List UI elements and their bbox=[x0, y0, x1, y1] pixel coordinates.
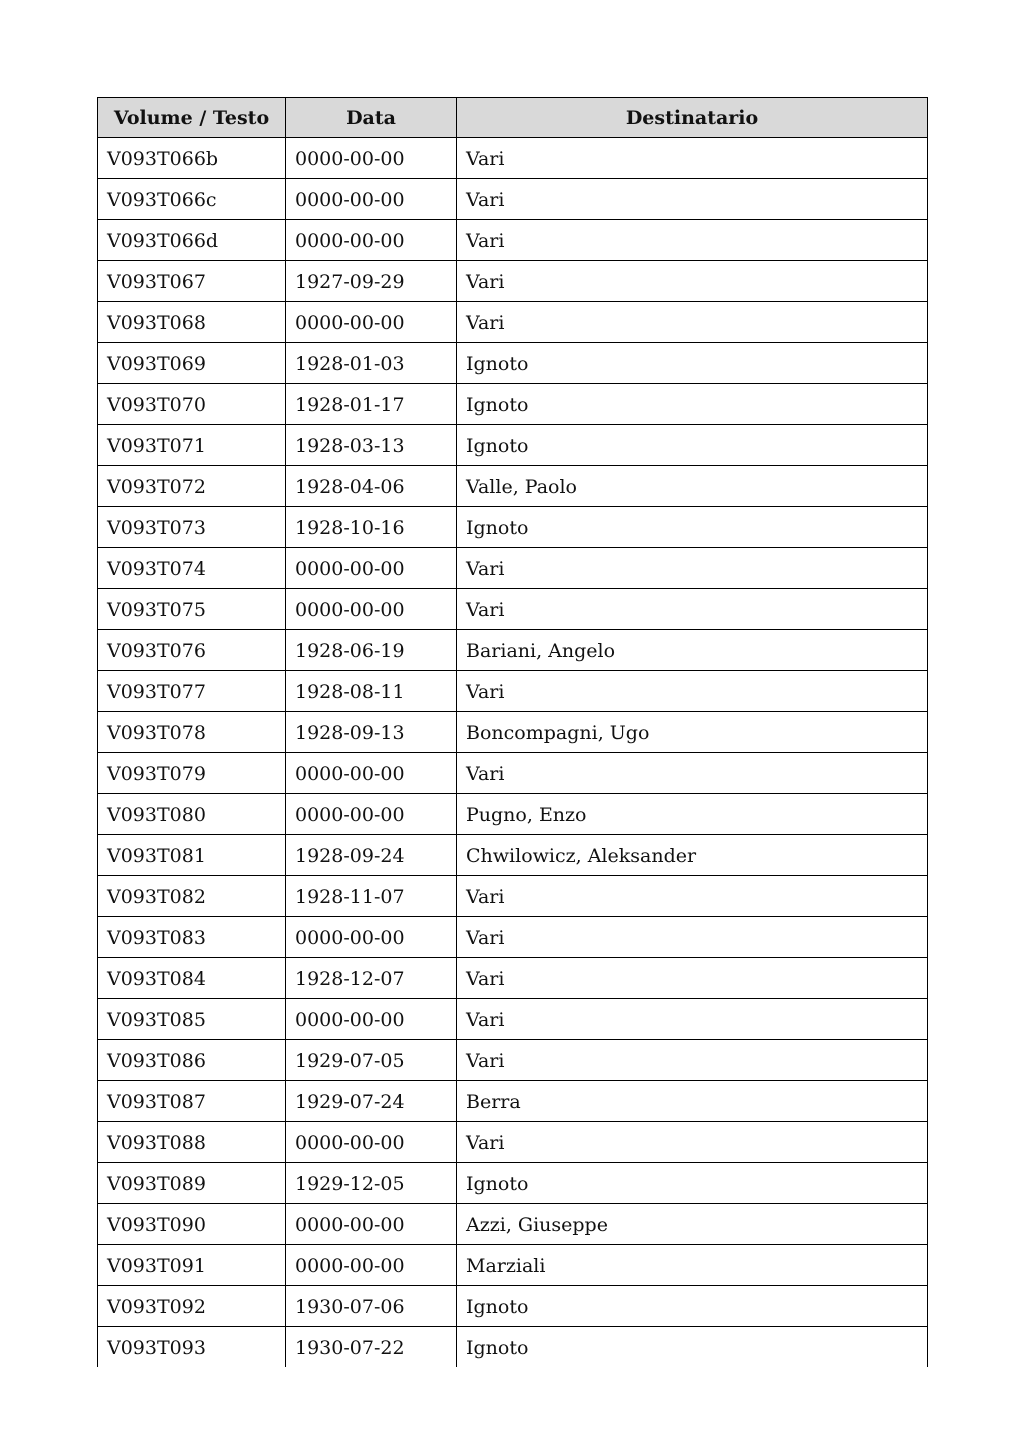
recipient-cell: Vari bbox=[457, 138, 928, 179]
table-row bbox=[98, 630, 928, 671]
date-cell: 1928-01-03 bbox=[286, 343, 457, 384]
recipient-cell: Valle, Paolo bbox=[457, 466, 928, 507]
column-header-data: Data bbox=[286, 98, 457, 138]
volume-cell: V093T075 bbox=[98, 589, 286, 630]
date-cell: 0000-00-00 bbox=[286, 179, 457, 220]
table-row bbox=[98, 425, 928, 466]
recipient-cell: Marziali bbox=[457, 1245, 928, 1286]
date-cell: 1928-12-07 bbox=[286, 958, 457, 999]
table-header bbox=[98, 98, 928, 138]
recipient-cell: Vari bbox=[457, 1122, 928, 1163]
date-cell: 0000-00-00 bbox=[286, 548, 457, 589]
volume-cell: V093T073 bbox=[98, 507, 286, 548]
date-cell: 1930-07-22 bbox=[286, 1327, 457, 1368]
volume-cell: V093T078 bbox=[98, 712, 286, 753]
date-cell: 1928-08-11 bbox=[286, 671, 457, 712]
date-cell: 1929-07-05 bbox=[286, 1040, 457, 1081]
table-row bbox=[98, 671, 928, 712]
date-cell: 1928-11-07 bbox=[286, 876, 457, 917]
table-row bbox=[98, 712, 928, 753]
table-row bbox=[98, 1040, 928, 1081]
volume-cell: V093T070 bbox=[98, 384, 286, 425]
recipient-cell: Pugno, Enzo bbox=[457, 794, 928, 835]
volume-cell: V093T079 bbox=[98, 753, 286, 794]
table-row bbox=[98, 466, 928, 507]
table-row bbox=[98, 302, 928, 343]
recipient-cell: Vari bbox=[457, 671, 928, 712]
table-row bbox=[98, 343, 928, 384]
recipient-cell: Vari bbox=[457, 548, 928, 589]
table-row bbox=[98, 876, 928, 917]
table-row bbox=[98, 999, 928, 1040]
volume-cell: V093T085 bbox=[98, 999, 286, 1040]
volume-cell: V093T086 bbox=[98, 1040, 286, 1081]
recipient-cell: Vari bbox=[457, 179, 928, 220]
recipient-cell: Ignoto bbox=[457, 1327, 928, 1368]
recipient-cell: Ignoto bbox=[457, 384, 928, 425]
table-row bbox=[98, 1286, 928, 1327]
volume-cell: V093T071 bbox=[98, 425, 286, 466]
date-cell: 0000-00-00 bbox=[286, 589, 457, 630]
date-cell: 0000-00-00 bbox=[286, 302, 457, 343]
volume-cell: V093T074 bbox=[98, 548, 286, 589]
table-row bbox=[98, 917, 928, 958]
volume-cell: V093T089 bbox=[98, 1163, 286, 1204]
date-cell: 1928-01-17 bbox=[286, 384, 457, 425]
recipient-cell: Ignoto bbox=[457, 425, 928, 466]
date-cell: 1928-10-16 bbox=[286, 507, 457, 548]
volume-cell: V093T077 bbox=[98, 671, 286, 712]
table-row bbox=[98, 507, 928, 548]
volume-cell: V093T068 bbox=[98, 302, 286, 343]
recipient-cell: Ignoto bbox=[457, 507, 928, 548]
volume-cell: V093T088 bbox=[98, 1122, 286, 1163]
table-row bbox=[98, 753, 928, 794]
table-body bbox=[98, 138, 928, 1368]
recipient-cell: Vari bbox=[457, 958, 928, 999]
recipient-cell: Azzi, Giuseppe bbox=[457, 1204, 928, 1245]
date-cell: 0000-00-00 bbox=[286, 999, 457, 1040]
volume-cell: V093T080 bbox=[98, 794, 286, 835]
volume-cell: V093T084 bbox=[98, 958, 286, 999]
table-row bbox=[98, 958, 928, 999]
recipient-cell: Chwilowicz, Aleksander bbox=[457, 835, 928, 876]
date-cell: 0000-00-00 bbox=[286, 794, 457, 835]
volume-cell: V093T066b bbox=[98, 138, 286, 179]
volume-cell: V093T092 bbox=[98, 1286, 286, 1327]
volume-cell: V093T082 bbox=[98, 876, 286, 917]
date-cell: 0000-00-00 bbox=[286, 138, 457, 179]
column-header-volume-testo: Volume / Testo bbox=[98, 98, 286, 138]
column-header-destinatario: Destinatario bbox=[457, 98, 928, 138]
recipient-cell: Vari bbox=[457, 917, 928, 958]
recipient-cell: Vari bbox=[457, 589, 928, 630]
volume-cell: V093T069 bbox=[98, 343, 286, 384]
date-cell: 1930-07-06 bbox=[286, 1286, 457, 1327]
table-row bbox=[98, 589, 928, 630]
volume-cell: V093T087 bbox=[98, 1081, 286, 1122]
table-row bbox=[98, 1204, 928, 1245]
document-page bbox=[97, 97, 927, 1367]
date-cell: 1929-12-05 bbox=[286, 1163, 457, 1204]
volume-cell: V093T093 bbox=[98, 1327, 286, 1368]
date-cell: 0000-00-00 bbox=[286, 917, 457, 958]
recipient-cell: Vari bbox=[457, 753, 928, 794]
date-cell: 0000-00-00 bbox=[286, 753, 457, 794]
volume-cell: V093T072 bbox=[98, 466, 286, 507]
recipient-cell: Vari bbox=[457, 999, 928, 1040]
volume-cell: V093T090 bbox=[98, 1204, 286, 1245]
recipient-cell: Vari bbox=[457, 261, 928, 302]
volume-cell: V093T076 bbox=[98, 630, 286, 671]
table-row bbox=[98, 384, 928, 425]
recipient-cell: Berra bbox=[457, 1081, 928, 1122]
volume-cell: V093T066d bbox=[98, 220, 286, 261]
recipient-cell: Ignoto bbox=[457, 343, 928, 384]
date-cell: 0000-00-00 bbox=[286, 1122, 457, 1163]
recipient-cell: Ignoto bbox=[457, 1163, 928, 1204]
date-cell: 1928-06-19 bbox=[286, 630, 457, 671]
table-row bbox=[98, 548, 928, 589]
table-row bbox=[98, 835, 928, 876]
date-cell: 0000-00-00 bbox=[286, 1245, 457, 1286]
date-cell: 1928-09-24 bbox=[286, 835, 457, 876]
date-cell: 1928-09-13 bbox=[286, 712, 457, 753]
table-row bbox=[98, 794, 928, 835]
date-cell: 0000-00-00 bbox=[286, 1204, 457, 1245]
table-row bbox=[98, 138, 928, 179]
header-row bbox=[98, 98, 928, 138]
recipient-cell: Vari bbox=[457, 220, 928, 261]
volume-cell: V093T067 bbox=[98, 261, 286, 302]
date-cell: 0000-00-00 bbox=[286, 220, 457, 261]
table-row bbox=[98, 220, 928, 261]
table-row bbox=[98, 261, 928, 302]
volume-cell: V093T091 bbox=[98, 1245, 286, 1286]
recipient-cell: Vari bbox=[457, 876, 928, 917]
table-row bbox=[98, 1122, 928, 1163]
recipient-cell: Boncompagni, Ugo bbox=[457, 712, 928, 753]
letters-table bbox=[97, 97, 928, 1367]
volume-cell: V093T083 bbox=[98, 917, 286, 958]
table-row bbox=[98, 1327, 928, 1368]
recipient-cell: Bariani, Angelo bbox=[457, 630, 928, 671]
date-cell: 1928-04-06 bbox=[286, 466, 457, 507]
volume-cell: V093T066c bbox=[98, 179, 286, 220]
table-row bbox=[98, 1163, 928, 1204]
table-row bbox=[98, 1081, 928, 1122]
recipient-cell: Vari bbox=[457, 1040, 928, 1081]
recipient-cell: Vari bbox=[457, 302, 928, 343]
date-cell: 1928-03-13 bbox=[286, 425, 457, 466]
recipient-cell: Ignoto bbox=[457, 1286, 928, 1327]
volume-cell: V093T081 bbox=[98, 835, 286, 876]
date-cell: 1927-09-29 bbox=[286, 261, 457, 302]
table-row bbox=[98, 1245, 928, 1286]
date-cell: 1929-07-24 bbox=[286, 1081, 457, 1122]
table-row bbox=[98, 179, 928, 220]
